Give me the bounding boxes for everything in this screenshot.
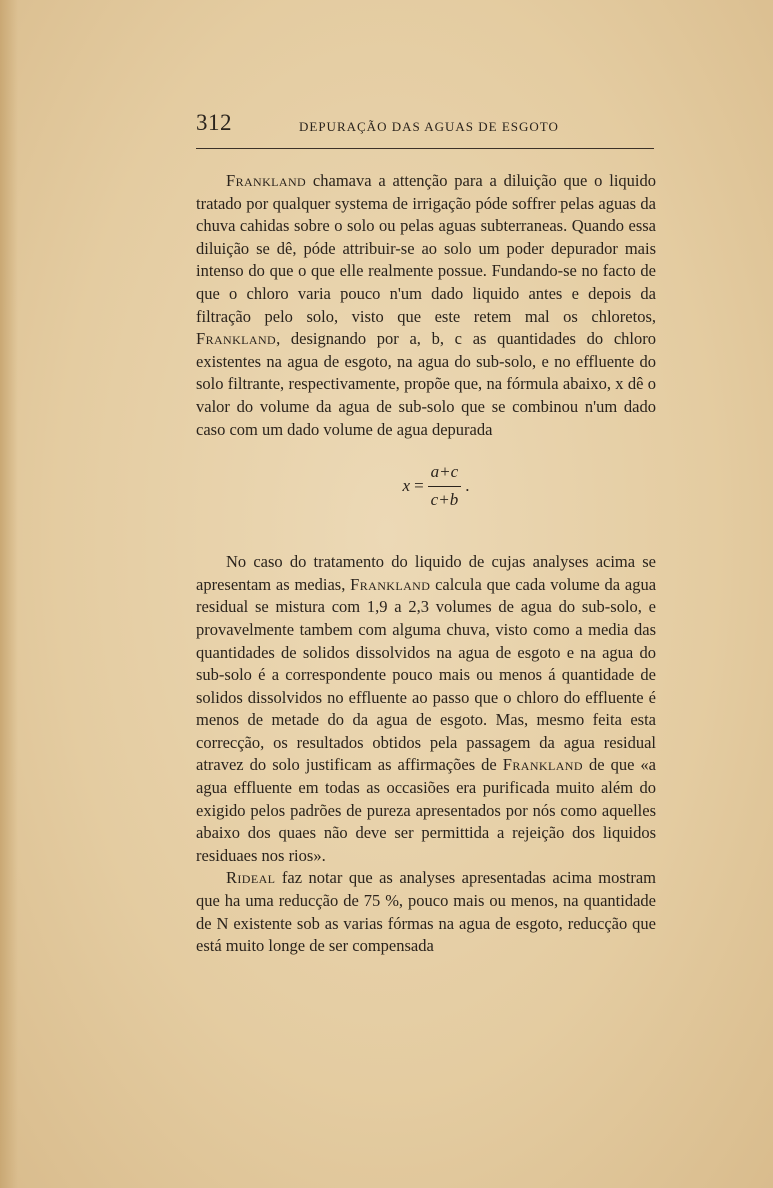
formula-equals: = [414,475,424,495]
formula-terminator: . [465,475,470,495]
paragraph-1 [196,170,656,441]
formula-lhs: x [402,475,411,495]
formula-fraction [428,461,462,511]
paragraph-2 [196,551,656,867]
paragraph-text: calcula que cada volume da agua residual se mistura com 1,9 a 2,3 volumes de agua do sub-solo, e provavelmente tambem com alguma chuva, visto como a media das quantidades de solidos dissolvidos na agua de esgoto e na agua do sub-solo é a correspondente pouco mais ou menos á quantidade de solidos dissolvidos no effluente ao passo que o chloro do effluente é menos de metade do da agua de esgoto. Mas, mesmo feita esta correcção, os resultados obtidos pela passagem da agua residual atravez do solo justificam as affirmações de [196,574,657,775]
paragraph-text: chamava a attenção para a diluição que o liquido tratado por qualquer systema de irrigação póde soffrer pelas aguas da chuva cahidas sobre o solo ou pelas aguas subterraneas. Quando essa diluição se dê, póde attribuir-se ao solo um poder depurador mais intenso do que o que elle realmente possue. Fundando-se no facto de que o chloro varia pouco n'um dado liquido antes e depois da filtração pelo solo, visto que este retem mal os chloretos, [196,171,656,326]
paragraph-text: No caso do tratamento do liquido de cujas analyses acima se apresentam as medias, [196,552,656,594]
paragraph-text: faz notar que as analyses apresentadas acima mostram que ha uma reducção de 75 %, pouco mais ou menos, na quantidade de N existente sob as varias fórmas na agua de esgoto, reducção que está muito longe de ser compensada [196,868,657,956]
author-name: Rideal [226,868,276,888]
author-name: Frankland [196,329,277,349]
formula-denominator: c+b [430,489,459,509]
page-header [196,108,654,149]
paragraph-text: de que «a agua effluente em todas as occasiões era purificada muito além do exigido pelos padrões de pureza apresentados por nós como aquelles abaixo dos quaes não deve ser permittida a rejeição dos liquidos residuaes nos rios». [196,755,657,865]
paragraph-3 [196,867,656,957]
page-body [196,170,656,958]
paragraph-text: , designando por a, b, c as quantidades do chloro existentes na agua de esgoto, na agua do sub-solo, e no effluente do solo filtrante, respectivamente, propõe que, na fórmula abaixo, x dê o valor do volume da agua de sub-solo que se combinou n'um dado caso com um dado volume de agua depurada [196,329,656,439]
author-name: Frankland [502,755,583,775]
author-name: Frankland [350,574,431,594]
running-head: DEPURAÇÃO DAS AGUAS DE ESGOTO [299,119,559,134]
formula [196,461,656,521]
page-number: 312 [196,110,232,135]
formula-numerator: a+c [428,461,462,487]
author-name: Frankland [226,171,307,190]
